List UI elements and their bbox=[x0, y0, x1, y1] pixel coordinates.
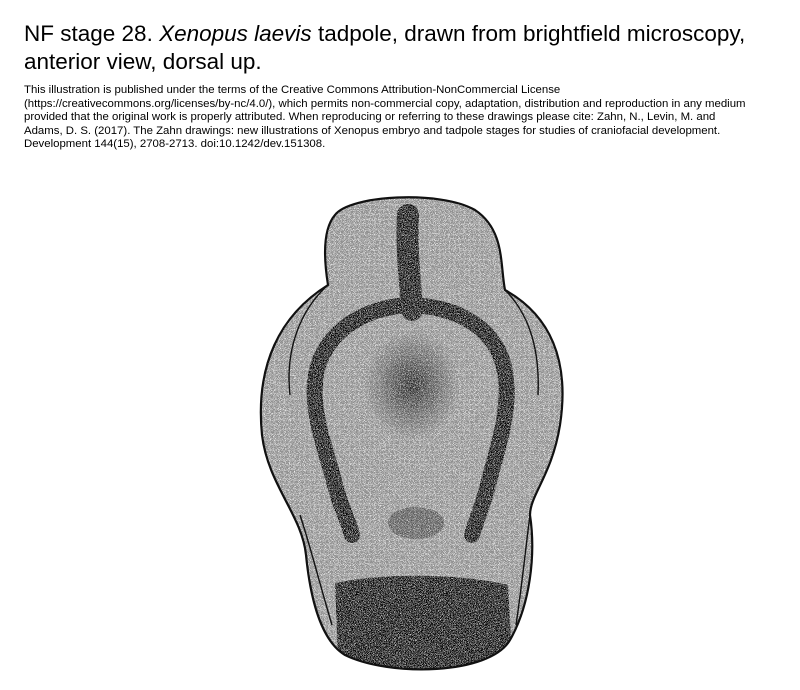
title-description: tadpole, drawn from brightfield microscopy, bbox=[311, 21, 746, 46]
figure-title bbox=[24, 20, 794, 76]
title-species: Xenopus laevis bbox=[159, 21, 312, 46]
title-stage: NF stage 28. bbox=[24, 21, 160, 46]
license-notice bbox=[24, 84, 794, 152]
stipple-shading bbox=[240, 185, 580, 685]
license-line: This illustration is published under the terms of the Creative Commons Attribution-NonCommercial License bbox=[24, 84, 561, 96]
tadpole-drawing bbox=[240, 185, 580, 685]
license-line: (https://creativecommons.org/licenses/by-nc/4.0/), which permits non-commercial copy, adaptation, distribution and reproduction in any medium bbox=[24, 97, 746, 110]
license-line: Development 144(15), 2708-2713. doi:10.1242/dev.151308. bbox=[24, 138, 326, 151]
tadpole-illustration bbox=[240, 185, 580, 685]
license-line: Adams, D. S. (2017). The Zahn drawings: new illustrations of Xenopus embryo and tadpole stages for studies of craniofacial development. bbox=[24, 124, 721, 137]
license-line: provided that the original work is properly attributed. When reproducing or referring to these drawings please cite: Zahn, N., Levin, M. and bbox=[24, 111, 716, 124]
title-view: anterior view, dorsal up. bbox=[24, 49, 262, 74]
